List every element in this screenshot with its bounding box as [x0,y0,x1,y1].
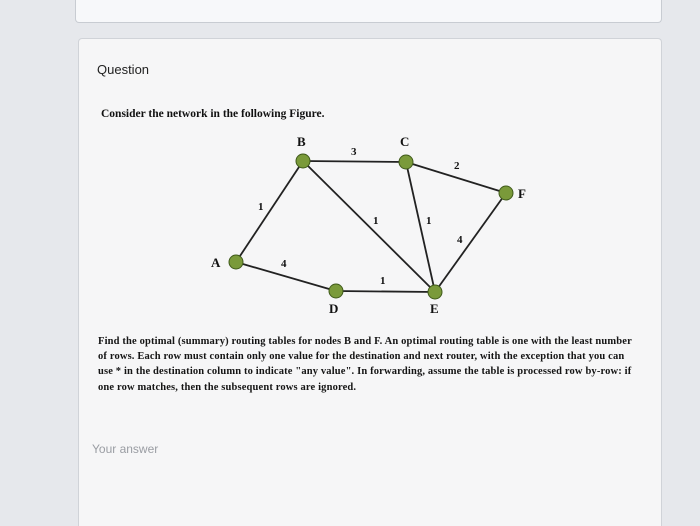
edge-weights-layer [258,146,463,287]
node-a [229,255,243,269]
node-label-b: B [297,134,306,149]
node-label-c: C [400,134,410,149]
node-e [428,285,442,299]
weight-e-f: 4 [457,234,463,246]
edge-a-b [236,161,303,262]
answer-input[interactable]: Your answer [92,442,159,456]
edges-layer [236,161,506,292]
weight-a-b: 1 [258,201,264,213]
weight-d-e: 1 [380,275,386,287]
node-label-a: A [211,255,221,270]
weight-a-d: 4 [281,258,287,270]
node-label-d: D [329,301,339,316]
weight-c-f: 2 [454,160,460,172]
weight-b-e: 1 [373,215,379,227]
node-b [296,154,310,168]
edge-e-f [435,193,506,292]
nodes-layer [229,154,513,299]
edge-b-e [303,161,435,292]
edge-b-c [303,161,406,162]
node-c [399,155,413,169]
node-label-f: F [518,186,526,201]
question-instructions: Find the optimal (summary) routing tables for nodes B and F. An optimal routing table is one with the least number of rows. Each row must contain only one value for the destination and next router, with the exception that you can use * in the destination column to indicate "any value". In forwarding, assume the table is processed row by-row: if one row matches, then the subsequent rows are ignored. [98,336,632,393]
question-prompt: Consider the network in the following Figure. [101,108,325,120]
node-d [329,284,343,298]
edge-c-e [406,162,435,292]
question-label: Question [97,62,150,77]
weight-b-c: 3 [351,146,357,158]
node-f [499,186,513,200]
node-label-e: E [430,301,439,316]
edge-d-e [336,291,435,292]
weight-c-e: 1 [426,215,432,227]
